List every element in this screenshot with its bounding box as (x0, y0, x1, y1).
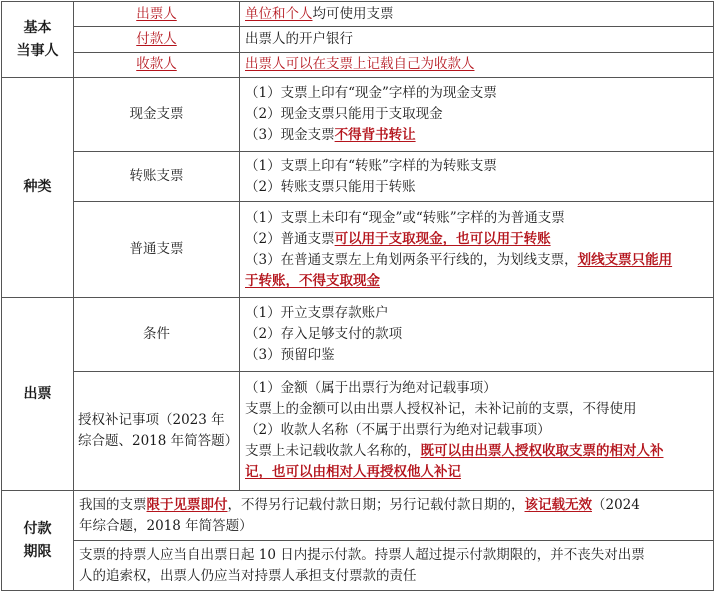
category-types: 种类 (2, 78, 74, 298)
desc-drawer-cell (240, 2, 714, 27)
desc-payer-cell (240, 27, 714, 52)
desc-payer: 出票人的开户银行 (245, 31, 353, 48)
row-payee (2, 52, 714, 77)
row-drawer (2, 2, 714, 27)
category-payment-period (2, 491, 74, 591)
cash-line2: （2）现金支票只能用于支取现金 (245, 106, 443, 123)
role-drawer-cell (74, 2, 240, 27)
authorized-items-name (74, 371, 240, 491)
common-line1: （1）支票上未印有“现金”或“转账”字样的为普通支票 (245, 209, 565, 226)
common-line3-black: （3）在普通支票左上角划两条平行线的，为划线支票， (245, 251, 578, 268)
category-period-line2: 期限 (23, 543, 52, 560)
conditions-desc (240, 298, 714, 371)
period-p2-line1: 支票的持票人应当自出票日起 10 日内提示付款。持票人超过提示付款期限的，并不丧失对出票 (79, 546, 645, 563)
category-period-line1: 付款 (23, 520, 52, 537)
category-basic-parties (2, 2, 74, 78)
row-payer (2, 27, 714, 52)
conditions-line3: （3）预留印鉴 (245, 347, 335, 364)
authorized-line5 (245, 462, 708, 483)
common-line2 (245, 229, 708, 250)
common-check-name: 普通支票 (74, 202, 240, 298)
authorized-line5-red: 记，也可以由相对人再授权他人补记 (245, 464, 461, 481)
role-payer-cell (74, 27, 240, 52)
row-common-check (2, 202, 714, 298)
transfer-line1: （1）支票上印有“转账”字样的为转账支票 (245, 157, 497, 174)
common-line3 (245, 250, 708, 271)
category-basic-line2: 当事人 (16, 42, 59, 59)
authorized-line4-black: 支票上未记载收款人名称的， (245, 443, 421, 460)
common-line2-red: 可以用于支取现金，也可以用于转账 (334, 230, 551, 247)
cash-line3 (245, 125, 708, 146)
transfer-check-name: 转账支票 (74, 152, 240, 202)
authorized-line4-red: 既可以由出票人授权收取支票的相对人补 (420, 443, 664, 460)
desc-drawer-black: 均可使用支票 (312, 5, 394, 22)
period-p1-c: （2024 (592, 496, 640, 513)
authorized-name-line1: 授权补记事项（2023 年 (78, 411, 225, 428)
category-basic-line1: 基本 (23, 19, 52, 36)
cash-line3-red: 不得背书转让 (334, 127, 416, 144)
conditions-line2: （2）存入足够支付的款项 (245, 326, 403, 343)
period-p1-red-b: 该记载无效 (524, 496, 592, 513)
transfer-check-desc (240, 152, 714, 202)
category-issue: 出票 (2, 298, 74, 491)
authorized-line2: 支票上的金额可以由出票人授权补记，未补记前的支票，不得使用 (245, 401, 637, 418)
cash-line1: （1）支票上印有“现金”字样的为现金支票 (245, 85, 497, 102)
role-payee: 收款人 (136, 56, 177, 73)
authorized-line1: （1）金额（属于出票行为绝对记载事项） (245, 380, 497, 397)
conditions-line1: （1）开立支票存款账户 (245, 305, 389, 322)
period-p2-line2: 人的追索权，出票人仍应当对持票人承担支付票款的责任 (79, 567, 417, 584)
desc-payee: 出票人可以在支票上记载自己为收款人 (245, 56, 475, 73)
common-line4 (245, 271, 708, 292)
row-payment-period-1 (2, 491, 714, 541)
role-payee-cell (74, 52, 240, 77)
transfer-line2: （2）转账支票只能用于转账 (245, 178, 416, 195)
period-p1-line1 (79, 495, 708, 516)
role-drawer: 出票人 (136, 5, 177, 22)
row-transfer-check (2, 152, 714, 202)
period-p1-line2: 年综合题，2018 年简答题） (79, 517, 253, 534)
cash-line3-black: （3）现金支票 (245, 127, 335, 144)
row-payment-period-2 (2, 541, 714, 591)
role-payer: 付款人 (136, 31, 177, 48)
authorized-line3: （2）收款人名称（不属于出票行为绝对记载事项） (245, 422, 551, 439)
row-conditions (2, 298, 714, 371)
period-p1-b: ，不得另行记载付款日期；另行记载付款日期的， (227, 496, 525, 513)
authorized-line4 (245, 441, 708, 462)
period-p1-a: 我国的支票 (79, 496, 147, 513)
period-paragraph-1 (74, 491, 714, 541)
cash-check-name: 现金支票 (74, 78, 240, 152)
row-authorized-items (2, 371, 714, 491)
period-paragraph-2 (74, 541, 714, 591)
conditions-name: 条件 (74, 298, 240, 371)
common-line2-black: （2）普通支票 (245, 230, 335, 247)
authorized-items-desc (240, 371, 714, 491)
cash-check-desc (240, 78, 714, 152)
authorized-name-line2: 综合题、2018 年简答题） (78, 432, 239, 449)
period-p1-red-a: 限于见票即付 (146, 496, 228, 513)
desc-drawer-red: 单位和个人 (245, 5, 313, 22)
check-rules-table (1, 1, 714, 591)
desc-payee-cell (240, 52, 714, 77)
common-check-desc (240, 202, 714, 298)
common-line3-red: 划线支票只能用 (577, 251, 673, 268)
row-cash-check (2, 78, 714, 152)
common-line4-red: 于转账，不得支取现金 (245, 272, 380, 289)
